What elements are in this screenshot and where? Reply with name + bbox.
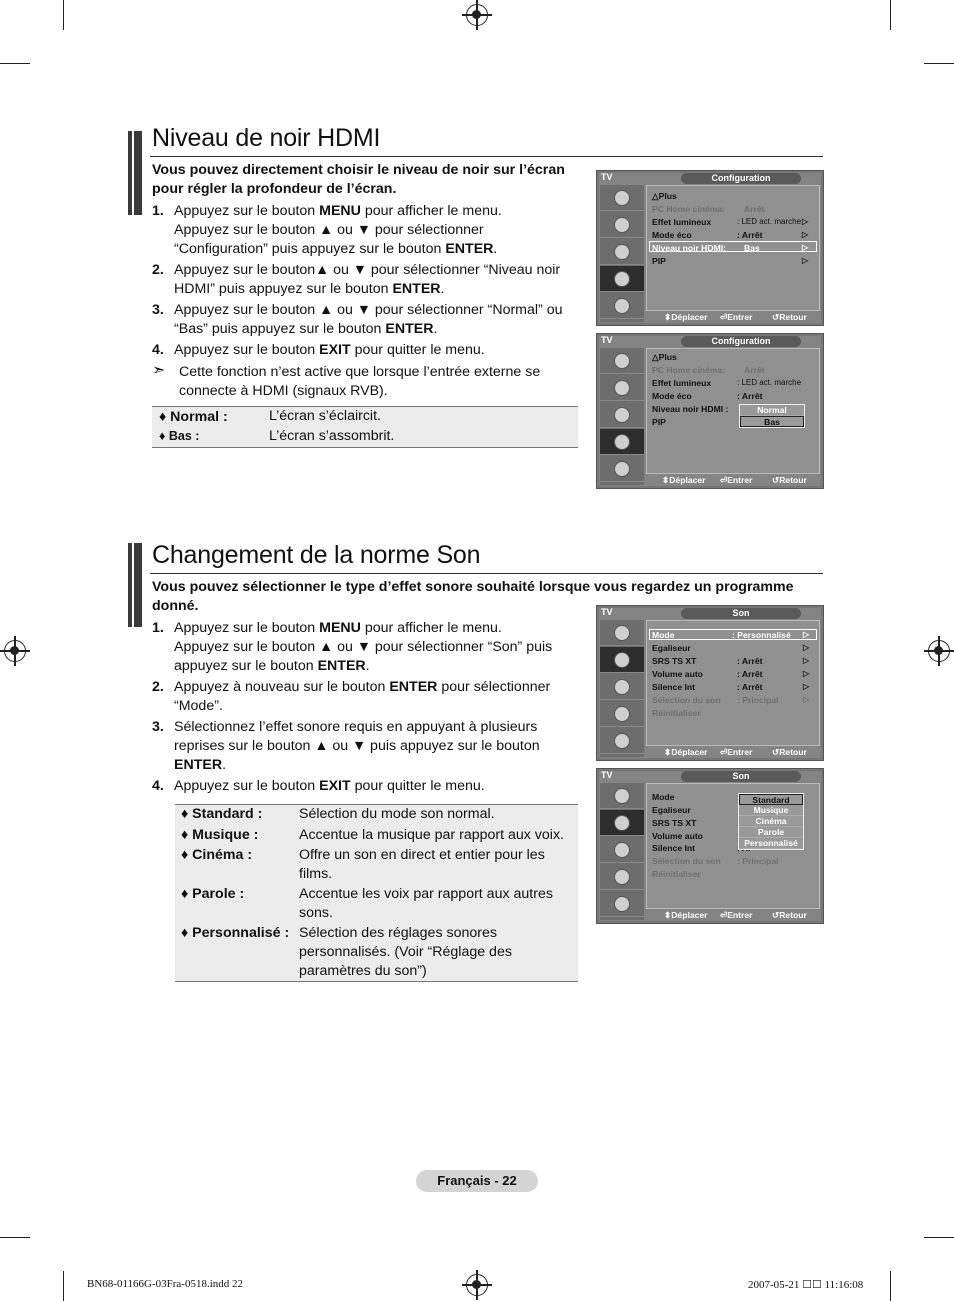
step-list [152,619,582,798]
sound-icon [600,810,644,836]
option-popup [738,793,804,850]
section-marker [128,543,142,627]
menu-footer [646,910,820,921]
channel-icon [600,674,644,700]
option-parole: Parole [739,827,803,838]
menu-sidebar [600,620,644,757]
option-standard: Standard [739,794,803,805]
menu-footer [646,747,820,758]
channel-icon [600,837,644,863]
menu-panel: Mode : Personnalisé ▷ Egaliseur ▷ SRS TS XT : Arrêt ▷ Volume auto : Arrêt ▷ Silence Int : Arrêt ▷ Sélection du son : Principal ▷ Réinitialiser [646,620,820,746]
section-title: Changement de la norme Son [152,541,481,569]
crop-mark [63,1271,64,1301]
channel-icon [600,239,644,265]
menu-sidebar [600,348,644,485]
input-icon [600,293,644,319]
step-list [152,202,582,362]
step-item: 1. Appuyez sur le bouton MENU pour afficher le menu. Appuyez sur le bouton ▲ ou ▼ pour sélectionner “Son” puis appuyez sur le bouton ENTER. [152,620,553,674]
crop-mark [0,63,30,64]
menu-sidebar [600,185,644,322]
option-personnalise: Personnalisé [739,838,803,849]
picture-icon [600,348,644,374]
input-icon [600,728,644,754]
picture-icon [600,620,644,646]
tv-menu-screenshot: TV Configuration △Plus PC Home cinéma: Arrêt Effet lumineux : LED act. marche Mode éco : Arrêt Niveau noir HDMI : PIP Normal Bas ⬍ Déplacer ⏎ Entrer ↺ Retour [596,333,824,489]
section-marker [128,131,142,215]
note-arrow-icon: ➣ [152,362,166,379]
sound-icon [600,212,644,238]
move-hint: ⬍ Déplacer [662,475,706,485]
setup-icon [600,701,644,727]
sound-icon [600,375,644,401]
crop-mark [924,63,954,64]
input-icon [600,456,644,482]
crop-mark [63,0,64,30]
option-cinema: Cinéma [739,816,803,827]
step-item: 1. Appuyez sur le bouton MENU pour afficher le menu. Appuyez sur le bouton ▲ ou ▼ pour sélectionner “Configuration” puis appuyez sur le bouton ENTER. [152,203,502,257]
crop-mark [890,0,891,30]
crop-mark [890,1271,891,1301]
option-musique: Musique [739,805,803,816]
setup-icon [600,429,644,455]
tv-menu-screenshot: TV Son Mode : Personnalisé ▷ Egaliseur ▷ SRS TS XT : Arrêt ▷ Volume auto : Arrêt ▷ Silence Int : Arrêt ▷ Sélection du son : Principal ▷ Réinitialiser ⬍ Déplacer ⏎ Entrer ↺ Retour [596,605,824,761]
menu-panel: △Plus PC Home cinéma: Arrêt Effet lumineux : LED act. marche Mode éco : Arrêt Niveau noir HDMI : PIP Normal Bas [646,348,820,474]
return-hint: ↺ Retour [772,747,807,757]
menu-title: Configuration [681,336,801,347]
return-hint: ↺ Retour [772,910,807,920]
section-title: Niveau de noir HDMI [152,124,381,152]
tv-menu-screenshot: TV Son Mode Egaliseur SRS TS XT Volume auto Silence Int Sélection du son : Principal Réinitialiser Standard Musique Cinéma Parole Personnalisé ⬍ Déplacer ⏎ Entrer ↺ Retour [596,768,824,924]
enter-hint: ⏎ Entrer [720,910,753,920]
date-slug: 2007-05-21 ☐☐ 11:16:08 [748,1279,864,1291]
enter-hint: ⏎ Entrer [720,747,753,757]
step-item: 4. Appuyez sur le bouton EXIT pour quitter le menu. [152,342,485,358]
return-hint: ↺ Retour [772,475,807,485]
section-rule [150,573,823,574]
registration-mark-icon [466,4,488,26]
channel-icon [600,402,644,428]
registration-mark-icon [928,640,950,662]
file-slug: BN68-01166G-03Fra-0518.indd 22 [87,1278,244,1290]
note: ➣ Cette fonction n’est active que lorsque l’entrée externe se connecte à HDMI (signaux RVB). [152,362,541,399]
tv-menu-screenshot: TV Configuration △Plus PC Home cinéma: Arrêt Effet lumineux : LED act. marche ▷ Mode éco : Arrêt ▷ Niveau noir HDMI: Bas ▷ PIP ▷ ⬍ Déplacer ⏎ Entrer ↺ Retour [596,170,824,326]
crop-mark [924,1237,954,1238]
crop-mark [0,1237,30,1238]
setup-icon [600,864,644,890]
enter-hint: ⏎ Entrer [720,475,753,485]
section-rule [150,156,823,157]
move-hint: ⬍ Déplacer [664,747,708,757]
menu-footer [646,312,820,323]
menu-title: Configuration [681,173,801,184]
registration-mark-icon [4,640,26,662]
registration-mark-icon [466,1274,488,1296]
enter-hint: ⏎ Entrer [720,312,753,322]
option-popup [739,404,805,428]
sound-icon [600,647,644,673]
section-intro: Vous pouvez sélectionner le type d’effet sonore souhaité lorsque vous regardez un programme donné. [152,579,794,614]
picture-icon [600,783,644,809]
move-hint: ⬍ Déplacer [664,312,708,322]
menu-panel: Mode Egaliseur SRS TS XT Volume auto Silence Int Sélection du son : Principal Réinitialiser Standard Musique Cinéma Parole Personnalisé [646,783,820,909]
definition-table: ♦ Normal : L’écran s’éclaircit. ♦ Bas : L’écran s’assombrit. [152,406,578,448]
move-hint: ⬍ Déplacer [664,910,708,920]
picture-icon [600,185,644,211]
menu-title: Son [681,771,801,782]
input-icon [600,891,644,917]
option-bas: Bas [740,416,804,427]
menu-panel: △Plus PC Home cinéma: Arrêt Effet lumineux : LED act. marche ▷ Mode éco : Arrêt ▷ Niveau noir HDMI: Bas ▷ PIP ▷ [646,185,820,311]
step-item: 2. Appuyez à nouveau sur le bouton ENTER pour sélectionner “Mode”. [152,679,551,714]
return-hint: ↺ Retour [772,312,807,322]
option-normal: Normal [740,405,804,416]
setup-icon [600,266,644,292]
step-item: 3. Sélectionnez l’effet sonore requis en appuyant à plusieurs reprises sur le bouton ▲ ou ▼ puis appuyez sur le bouton ENTER. [152,719,540,773]
menu-footer [646,475,820,486]
definition-table: ♦ Standard : Sélection du mode son normal. ♦ Musique : Accentue la musique par rapport aux voix. ♦ Cinéma : Offre un son en direct et entier pour les films. ♦ Parole : Accentue les voix par rapport aux autres sons. ♦ Personnalisé : Sélection des réglages sonores personnalisés. (Voir “Réglage des paramètres du son”) [175,804,578,982]
menu-title: Son [681,608,801,619]
step-item: 4. Appuyez sur le bouton EXIT pour quitter le menu. [152,778,485,794]
page-number: Français - 22 [416,1170,538,1192]
step-item: 3. Appuyez sur le bouton ▲ ou ▼ pour sélectionner “Normal” ou “Bas” puis appuyez sur le bouton ENTER. [152,302,563,337]
menu-sidebar [600,783,644,920]
step-item: 2. Appuyez sur le bouton▲ ou ▼ pour sélectionner “Niveau noir HDMI” puis appuyez sur le bouton ENTER. [152,262,561,297]
section-intro: Vous pouvez directement choisir le niveau de noir sur l’écran pour régler la profondeur de l’écran. [152,162,565,197]
